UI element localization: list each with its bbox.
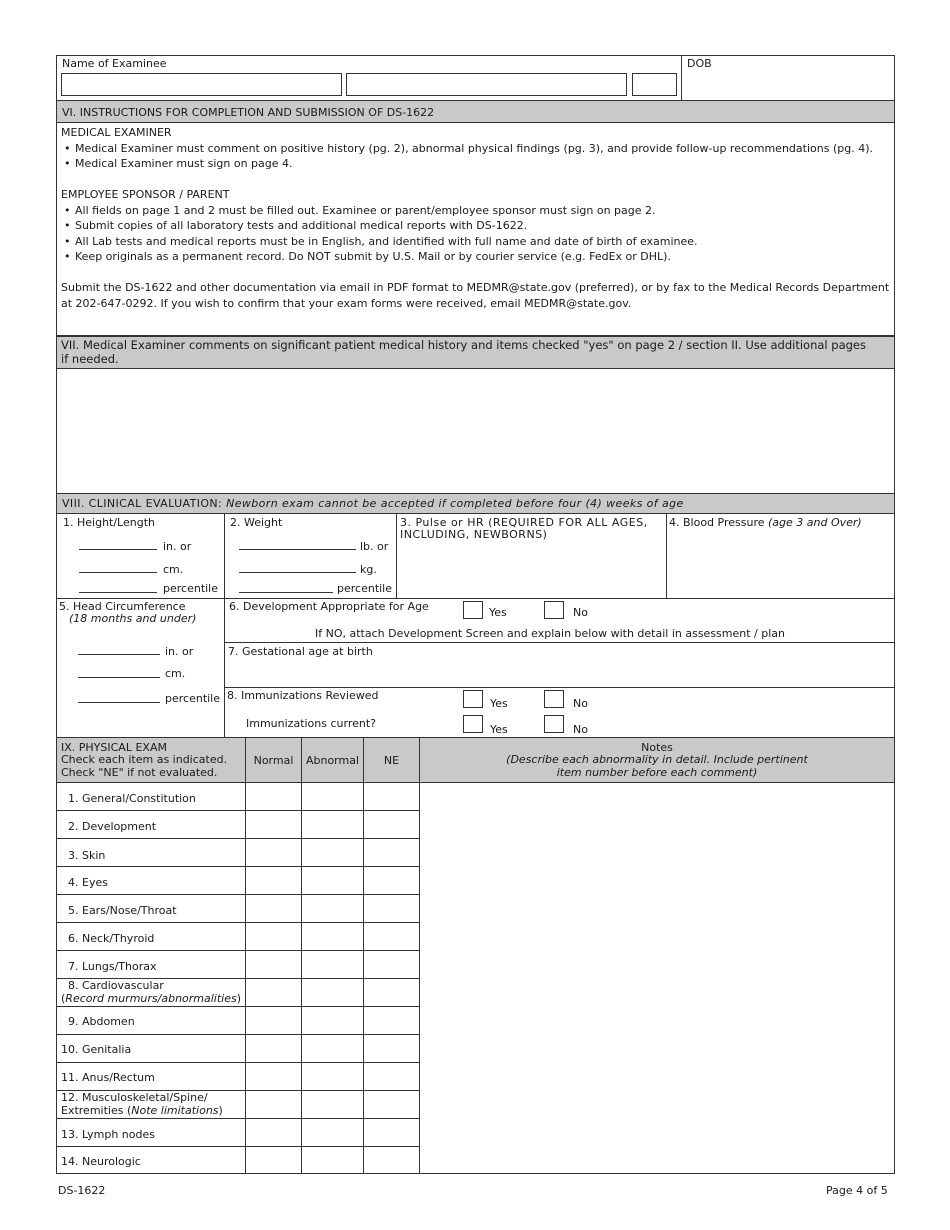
height-unit-cm: cm. bbox=[163, 563, 184, 576]
weight-unit-lb: lb. or bbox=[360, 540, 389, 553]
exam-item-development: 2. Development bbox=[68, 820, 157, 833]
immunizations-current-no-checkbox[interactable] bbox=[544, 715, 564, 733]
bullet: • bbox=[64, 235, 71, 248]
exam-item-lungs-thorax: 7. Lungs/Thorax bbox=[68, 960, 157, 973]
head-circumference-label: 5. Head Circumference bbox=[59, 600, 186, 613]
section-ix-title: IX. PHYSICAL EXAM bbox=[61, 741, 167, 754]
head-unit-percentile: percentile bbox=[165, 692, 221, 705]
weight-kg-field[interactable] bbox=[239, 572, 356, 573]
bullet: • bbox=[64, 157, 71, 170]
exam-item-eyes: 4. Eyes bbox=[68, 876, 108, 889]
height-percentile-field[interactable] bbox=[79, 592, 157, 593]
exam-notes-area[interactable] bbox=[421, 784, 893, 1173]
section-vii-title-line1: VII. Medical Examiner comments on significant patient medical history and items checked "yes" on page 2 / section II. Use additional pages bbox=[61, 338, 866, 352]
notes-subheader-1: (Describe each abnormality in detail. Include pertinent bbox=[506, 753, 808, 766]
medical-examiner-heading: MEDICAL EXAMINER bbox=[61, 126, 172, 139]
exam-item-musculoskeletal: 12. Musculoskeletal/Spine/ bbox=[61, 1091, 208, 1104]
col-normal-header: Normal bbox=[253, 754, 294, 767]
instruction-item: Submit copies of all laboratory tests and additional medical reports with DS-1622. bbox=[75, 219, 528, 232]
middle-initial-input[interactable] bbox=[632, 73, 677, 96]
exam-item-musculoskeletal-note: Extremities (Note limitations) bbox=[61, 1104, 223, 1117]
bullet: • bbox=[64, 204, 71, 217]
instruction-item: All Lab tests and medical reports must be in English, and identified with full name and date of birth of examinee. bbox=[75, 235, 698, 248]
employee-sponsor-heading: EMPLOYEE SPONSOR / PARENT bbox=[61, 188, 230, 201]
form-id: DS-1622 bbox=[58, 1184, 106, 1197]
height-unit-percentile: percentile bbox=[163, 582, 219, 595]
instruction-item: Keep originals as a permanent record. Do NOT submit by U.S. Mail or by courier service (e.g. FedEx or DHL). bbox=[75, 250, 671, 263]
head-percentile-field[interactable] bbox=[78, 702, 160, 703]
bullet: • bbox=[64, 219, 71, 232]
blood-pressure-label: 4. Blood Pressure (age 3 and Over) bbox=[669, 516, 862, 529]
development-yes-checkbox[interactable] bbox=[463, 601, 483, 619]
exam-item-neurologic: 14. Neurologic bbox=[61, 1155, 141, 1168]
exam-item-skin: 3. Skin bbox=[68, 849, 106, 862]
immunizations-reviewed-yes-checkbox[interactable] bbox=[463, 690, 483, 708]
immunizations-current-label: Immunizations current? bbox=[246, 717, 377, 730]
immunizations-current-yes-checkbox[interactable] bbox=[463, 715, 483, 733]
immunizations-reviewed-no-checkbox[interactable] bbox=[544, 690, 564, 708]
bullet: • bbox=[64, 250, 71, 263]
weight-lb-field[interactable] bbox=[239, 549, 356, 550]
exam-item-cardiovascular: 8. Cardiovascular bbox=[68, 979, 164, 992]
submit-instructions-line2: at 202-647-0292. If you wish to confirm that your exam forms were received, email MEDMR@state.gov. bbox=[61, 297, 632, 310]
pulse-hr-label-line2: INCLUDING, NEWBORNS) bbox=[400, 528, 548, 541]
weight-unit-percentile: percentile bbox=[337, 582, 393, 595]
head-unit-in: in. or bbox=[165, 645, 194, 658]
exam-item-genitalia: 10. Genitalia bbox=[61, 1043, 132, 1056]
col-abnormal-header: Abnormal bbox=[305, 754, 360, 767]
notes-subheader-2: item number before each comment) bbox=[556, 766, 758, 779]
immunizations-current-yes-label: Yes bbox=[490, 723, 508, 736]
instruction-item: All fields on page 1 and 2 must be filled out. Examinee or parent/employee sponsor must sign on page 2. bbox=[75, 204, 656, 217]
section-vii-title-line2: if needed. bbox=[61, 352, 119, 366]
weight-percentile-field[interactable] bbox=[239, 592, 333, 593]
last-name-input[interactable] bbox=[61, 73, 342, 96]
exam-item-lymph-nodes: 13. Lymph nodes bbox=[61, 1128, 155, 1141]
immunizations-reviewed-label: 8. Immunizations Reviewed bbox=[227, 689, 379, 702]
immunizations-reviewed-yes-label: Yes bbox=[490, 697, 508, 710]
section-ix-instruction-1: Check each item as indicated. bbox=[61, 753, 228, 766]
exam-item-general: 1. General/Constitution bbox=[68, 792, 196, 805]
head-unit-cm: cm. bbox=[165, 667, 186, 680]
page-number: Page 4 of 5 bbox=[826, 1184, 888, 1197]
instruction-item: Medical Examiner must sign on page 4. bbox=[75, 157, 293, 170]
weight-label: 2. Weight bbox=[230, 516, 283, 529]
name-of-examinee-label: Name of Examinee bbox=[62, 57, 167, 70]
head-in-field[interactable] bbox=[78, 654, 160, 655]
weight-unit-kg: kg. bbox=[360, 563, 377, 576]
section-viii-title: VIII. CLINICAL EVALUATION: Newborn exam cannot be accepted if completed before four (4) weeks of age bbox=[62, 497, 684, 510]
development-label: 6. Development Appropriate for Age bbox=[229, 600, 429, 613]
development-yes-label: Yes bbox=[489, 606, 507, 619]
first-name-input[interactable] bbox=[346, 73, 627, 96]
height-cm-field[interactable] bbox=[79, 572, 157, 573]
head-cm-field[interactable] bbox=[78, 677, 160, 678]
height-unit-in: in. or bbox=[163, 540, 192, 553]
submit-instructions-line1: Submit the DS-1622 and other documentation via email in PDF format to MEDMR@state.gov (preferred), or by fax to the Medical Records Department bbox=[61, 281, 890, 294]
development-no-label: No bbox=[573, 606, 588, 619]
development-note: If NO, attach Development Screen and explain below with detail in assessment / plan bbox=[315, 627, 786, 640]
development-no-checkbox[interactable] bbox=[544, 601, 564, 619]
head-circumference-note: (18 months and under) bbox=[69, 612, 197, 625]
dob-input[interactable] bbox=[683, 73, 893, 99]
height-in-field[interactable] bbox=[79, 549, 157, 550]
exam-item-ears-nose-throat: 5. Ears/Nose/Throat bbox=[68, 904, 177, 917]
gestational-age-label: 7. Gestational age at birth bbox=[228, 645, 373, 658]
medical-history-comments-area[interactable] bbox=[57, 369, 894, 493]
immunizations-current-no-label: No bbox=[573, 723, 588, 736]
exam-item-neck-thyroid: 6. Neck/Thyroid bbox=[68, 932, 155, 945]
bullet: • bbox=[64, 142, 71, 155]
instruction-item: Medical Examiner must comment on positive history (pg. 2), abnormal physical findings (pg. 3), and provide follow-up recommendations (pg. 4). bbox=[75, 142, 873, 155]
notes-header: Notes bbox=[641, 741, 673, 754]
section-vi-title: VI. INSTRUCTIONS FOR COMPLETION AND SUBMISSION OF DS-1622 bbox=[62, 106, 435, 119]
col-ne-header: NE bbox=[383, 754, 400, 767]
immunizations-reviewed-no-label: No bbox=[573, 697, 588, 710]
dob-divider bbox=[681, 55, 682, 101]
dob-label: DOB bbox=[687, 57, 712, 70]
height-length-label: 1. Height/Length bbox=[63, 516, 156, 529]
section-ix-instruction-2: Check "NE" if not evaluated. bbox=[61, 766, 218, 779]
pulse-hr-label-line1: 3. Pulse or HR (REQUIRED FOR ALL AGES, bbox=[400, 516, 648, 529]
exam-item-abdomen: 9. Abdomen bbox=[68, 1015, 135, 1028]
exam-item-anus-rectum: 11. Anus/Rectum bbox=[61, 1071, 155, 1084]
exam-item-cardiovascular-note: (Record murmurs/abnormalities) bbox=[61, 992, 242, 1005]
pulse-hr-input[interactable] bbox=[398, 542, 664, 596]
blood-pressure-input[interactable] bbox=[668, 530, 893, 596]
gestational-age-input[interactable] bbox=[400, 644, 892, 685]
